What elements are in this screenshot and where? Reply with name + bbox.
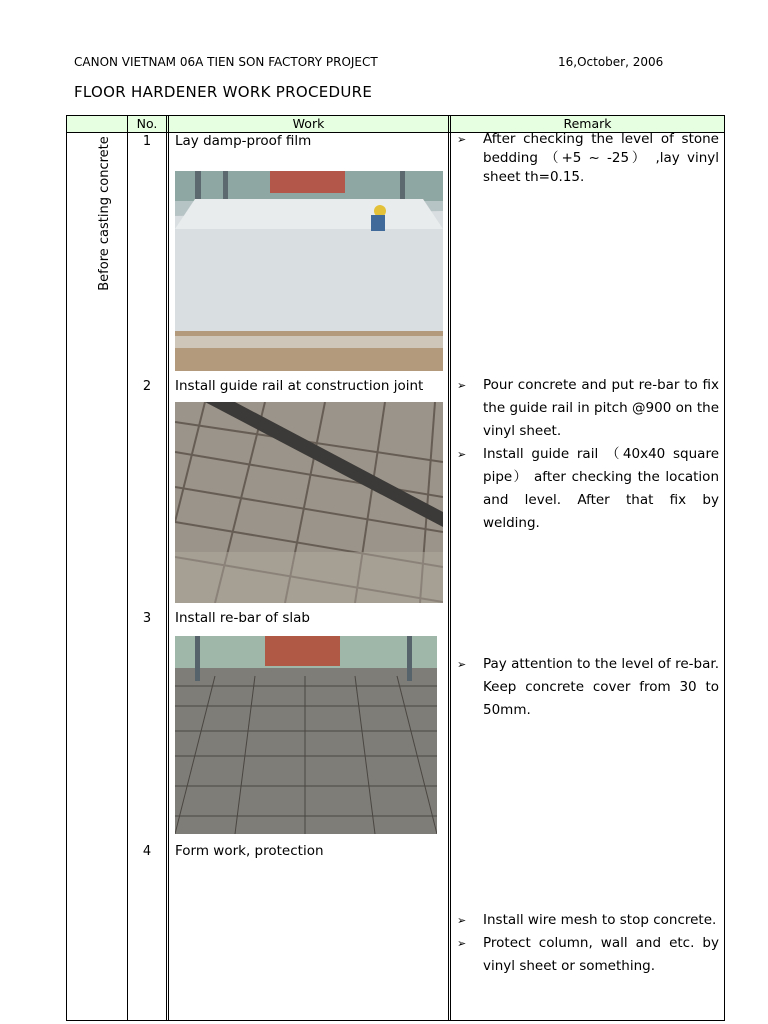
- step-remarks: [455, 374, 719, 535]
- header-work: Work: [292, 116, 325, 131]
- project-name: CANON VIETNAM 06A TIEN SON FACTORY PROJECT: [74, 55, 378, 69]
- step-remarks: [455, 653, 719, 722]
- step-work: Form work, protection: [175, 843, 324, 859]
- document-title: FLOOR HARDENER WORK PROCEDURE: [74, 83, 373, 101]
- header-remark: Remark: [563, 116, 612, 131]
- remark-item: ➢ Install wire mesh to stop concrete.: [455, 909, 719, 932]
- remark-item: ➢ Pour concrete and put re-bar to fix the guide rail in pitch @900 on the vinyl sheet.: [455, 374, 719, 443]
- remark-item: ➢ Pay attention to the level of re-bar. Keep concrete cover from 30 to 50mm.: [455, 653, 719, 722]
- document-date: 16,October, 2006: [558, 55, 664, 69]
- step-remarks: [455, 909, 719, 978]
- remark-item: ➢ Protect column, wall and etc. by vinyl sheet or something.: [455, 932, 719, 978]
- step-work: Lay damp-proof film: [175, 133, 312, 149]
- step-work: Install guide rail at construction joint: [175, 378, 424, 394]
- procedure-table: [66, 115, 725, 1021]
- step-work: Install re-bar of slab: [175, 610, 310, 626]
- remark-item: ➢ After checking the level of stone bedding （+5 ~ -25） ,lay vinyl sheet th=0.15.: [455, 130, 719, 187]
- column-divider: [127, 116, 128, 1020]
- remark-item: ➢ Install guide rail （40x40 square pipe） after checking the location and level. After that fix by welding.: [455, 443, 719, 535]
- damp-proof-film-photo: [175, 171, 443, 371]
- guide-rail-photo: [175, 402, 443, 603]
- column-divider: [448, 116, 451, 1020]
- rebar-slab-photo: [175, 636, 437, 834]
- column-divider: [166, 116, 169, 1020]
- step-number: 1: [142, 134, 152, 149]
- step-remarks: [455, 130, 719, 187]
- step-number: 4: [142, 844, 152, 859]
- header-no: No.: [136, 116, 158, 131]
- step-number: 3: [142, 611, 152, 626]
- step-number: 2: [142, 379, 152, 394]
- section-label: Before casting concrete: [96, 136, 112, 291]
